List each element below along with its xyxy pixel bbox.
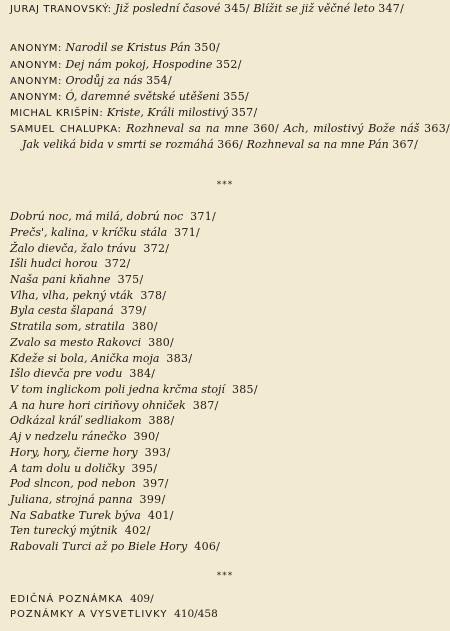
toc-entry-tranovsky[interactable] xyxy=(10,2,450,18)
page-number: 355/ xyxy=(223,90,250,103)
song-title: Juliana, strojná panna xyxy=(10,493,133,506)
page-number: 388/ xyxy=(148,414,175,427)
author-name: SAMUEL CHALUPKA: xyxy=(10,124,122,135)
song-title: Rozhneval sa na mne Pán xyxy=(246,137,389,151)
page-number: 409/ xyxy=(130,593,154,605)
toc-entry-anonym-3[interactable] xyxy=(10,74,438,90)
song-title: V tom inglickom poli jedna krčma stojí xyxy=(10,383,225,396)
list-item[interactable] xyxy=(10,304,440,318)
song-title: Na Sabatke Turek býva xyxy=(10,509,141,522)
song-title: Dej nám pokoj, Hospodine xyxy=(65,58,213,71)
list-item[interactable] xyxy=(10,289,440,303)
author-name: MICHAL KRIŠPÍN: xyxy=(10,108,104,119)
song-title: Orodůj za nás xyxy=(65,74,143,87)
page-number: 385/ xyxy=(231,383,258,396)
list-item[interactable] xyxy=(10,446,440,460)
toc-entry-editorial-note[interactable] xyxy=(10,592,440,608)
page-number: 378/ xyxy=(140,289,167,302)
list-item[interactable] xyxy=(10,257,440,271)
section-label: EDIČNÁ POZNÁMKA xyxy=(10,594,124,605)
page-number: 345/ xyxy=(224,2,250,15)
page-number: 360/ xyxy=(253,122,279,135)
song-title: Vlha, vlha, pekný vták xyxy=(10,289,134,302)
page-number: 366/ xyxy=(217,137,244,151)
list-item[interactable] xyxy=(10,477,440,491)
song-title: Prečs', kalina, v kríčku stála xyxy=(10,226,168,239)
page-number: 383/ xyxy=(166,352,193,365)
song-title: Rabovali Turci až po Biele Hory xyxy=(10,540,188,553)
page-number: 372/ xyxy=(104,257,131,270)
song-title: Išlo dievča pre vodu xyxy=(10,367,123,380)
song-title: Rozhneval sa na mne xyxy=(126,122,249,135)
song-title: A tam dolu u doličky xyxy=(10,462,125,475)
song-title: Ó, daremné světské utěšeni xyxy=(65,90,220,103)
page-number: 352/ xyxy=(215,58,242,71)
author-name: ANONYM: xyxy=(10,76,62,87)
song-title: Byla cesta šlapaná xyxy=(10,304,114,317)
list-item[interactable] xyxy=(10,336,440,350)
page-number: 387/ xyxy=(192,399,219,412)
song-title: Žalo dievča, žalo trávu xyxy=(10,242,137,255)
song-title: Ten turecký mýtnik xyxy=(10,524,118,537)
song-title: Pod slncon, pod nebon xyxy=(10,477,136,490)
toc-entry-anonym-1[interactable] xyxy=(10,41,438,57)
song-title: Již poslední časové xyxy=(115,2,221,15)
page-number: 401/ xyxy=(147,509,174,522)
list-item[interactable] xyxy=(10,509,440,523)
list-item[interactable] xyxy=(10,242,440,256)
list-item[interactable] xyxy=(10,414,440,428)
page-number: 390/ xyxy=(133,430,160,443)
song-title: Blížit se již věčné leto xyxy=(253,2,375,15)
page-number: 380/ xyxy=(131,320,158,333)
toc-entry-krispin[interactable] xyxy=(10,106,438,122)
page-number: 410/458 xyxy=(174,608,218,620)
author-name: ANONYM: xyxy=(10,43,62,54)
list-item[interactable] xyxy=(10,462,440,476)
list-item[interactable] xyxy=(10,383,440,397)
song-title: Naša pani kňahne xyxy=(10,273,111,286)
page-number: 384/ xyxy=(129,367,156,380)
author-name: ANONYM: xyxy=(10,92,62,103)
author-name: ANONYM: xyxy=(10,60,62,71)
page-number: 347/ xyxy=(378,2,405,15)
list-item[interactable] xyxy=(10,273,440,287)
page-number: 357/ xyxy=(231,106,258,119)
list-item[interactable] xyxy=(10,430,440,444)
page-number: 402/ xyxy=(124,524,151,537)
page-number: 406/ xyxy=(194,540,221,553)
section-separator: *** xyxy=(216,571,234,581)
list-item[interactable] xyxy=(10,399,440,413)
page-number: 350/ xyxy=(194,41,221,54)
list-item[interactable] xyxy=(10,540,440,554)
page-number: 371/ xyxy=(174,226,201,239)
list-item[interactable] xyxy=(10,352,440,366)
page-number: 375/ xyxy=(117,273,144,286)
list-item[interactable] xyxy=(10,226,440,240)
song-title: A na hure hori ciriňovy ohniček xyxy=(10,399,186,412)
song-title: Hory, hory, čierne hory xyxy=(10,446,138,459)
song-title: Aj v nedzelu ránečko xyxy=(10,430,127,443)
song-title: Stratila som, stratila xyxy=(10,320,125,333)
song-title: Zvalo sa mesto Rakovci xyxy=(10,336,142,349)
page-number: 363/ xyxy=(424,122,450,135)
section-separator: *** xyxy=(216,180,234,190)
toc-entry-anonym-2[interactable] xyxy=(10,58,438,74)
section-label: POZNÁMKY A VYSVETLIVKY xyxy=(10,609,168,620)
page-number: 397/ xyxy=(142,477,169,490)
song-title: Kriste, Králi milostivý xyxy=(106,106,229,119)
list-item[interactable] xyxy=(10,320,440,334)
list-item[interactable] xyxy=(10,210,440,224)
song-title: Dobrú noc, má milá, dobrú noc xyxy=(10,210,184,223)
toc-entry-chalupka[interactable] xyxy=(10,122,450,152)
song-title: Jak veliká bida v smrti se rozmáhá xyxy=(22,137,214,151)
page-number: 379/ xyxy=(120,304,147,317)
list-item[interactable] xyxy=(10,524,440,538)
page-number: 395/ xyxy=(131,462,158,475)
page-number: 399/ xyxy=(139,493,166,506)
list-item[interactable] xyxy=(10,493,440,507)
song-title: Kdeže si bola, Anička moja xyxy=(10,352,160,365)
song-title: Išli hudci horou xyxy=(10,257,98,270)
song-title: Ach, milostivý Bože náš xyxy=(283,122,420,135)
song-title: Odkázal kráľ sedliakom xyxy=(10,414,142,427)
page-number: 354/ xyxy=(146,74,172,87)
page-number: 393/ xyxy=(144,446,171,459)
page-number: 371/ xyxy=(190,210,217,223)
song-title: Narodil se Kristus Pán xyxy=(65,41,191,54)
list-item[interactable] xyxy=(10,367,440,381)
toc-entry-anonym-4[interactable] xyxy=(10,90,438,106)
page-number: 372/ xyxy=(143,242,170,255)
toc-entry-notes[interactable] xyxy=(10,607,440,623)
page-number: 367/ xyxy=(392,137,419,151)
page-number: 380/ xyxy=(148,336,175,349)
author-name: JURAJ TRANOVSKÝ: xyxy=(10,4,112,15)
